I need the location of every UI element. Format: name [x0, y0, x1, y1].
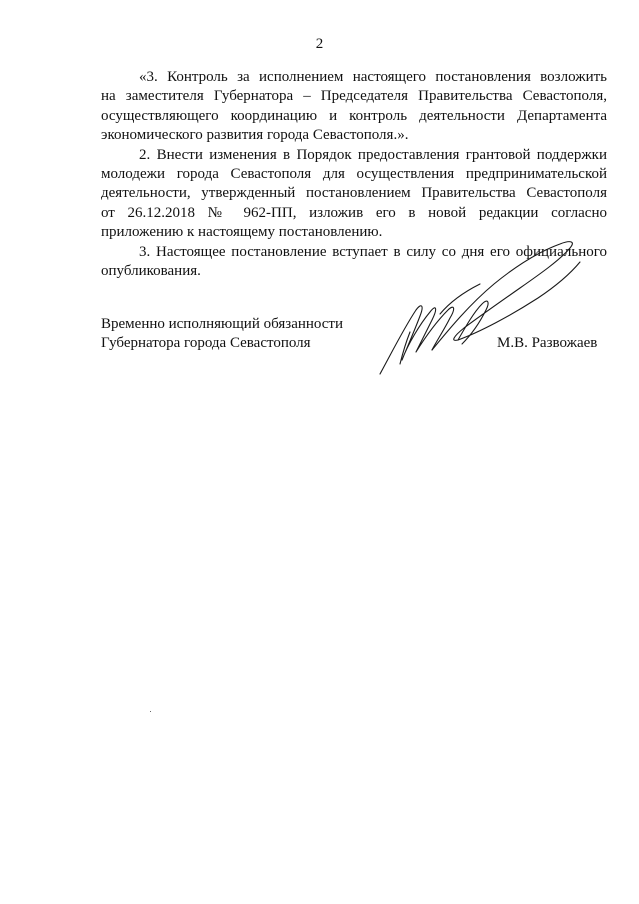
text-line: 2. Внести изменения в Порядок предоставления грантовой поддержки	[139, 146, 607, 163]
signatory-name: М.В. Развожаев	[497, 335, 598, 351]
signatory-position	[101, 315, 343, 354]
signatory-position-line: Губернатора города Севастополя	[101, 335, 311, 352]
text-line: экономического развития города Севастополя.».	[101, 127, 409, 144]
text-line: осуществляющего координацию и контроль деятельности Департамента	[101, 107, 607, 124]
paragraph-amendments	[101, 146, 607, 243]
paragraph-control-clause	[101, 68, 607, 146]
page-number: 2	[315, 36, 324, 52]
text-line: опубликования.	[101, 263, 201, 280]
handwritten-signature	[370, 232, 600, 382]
text-line: приложению к настоящему постановлению.	[101, 224, 383, 241]
scan-speck	[150, 711, 151, 712]
text-line: деятельности, утвержденный постановлением Правительства Севастополя	[101, 185, 607, 202]
text-line: молодежи города Севастополя для осуществления предпринимательской	[101, 166, 607, 183]
text-line: на заместителя Губернатора – Председателя Правительства Севастополя,	[101, 88, 607, 105]
text-line: 3. Настоящее постановление вступает в силу со дня его официального	[139, 243, 607, 260]
signatory-position-line: Временно исполняющий обязанности	[101, 316, 344, 332]
text-line: от 26.12.2018 № 962-ПП, изложив его в новой редакции согласно	[101, 204, 607, 221]
text-line: «3. Контроль за исполнением настоящего постановления возложить	[139, 69, 607, 85]
